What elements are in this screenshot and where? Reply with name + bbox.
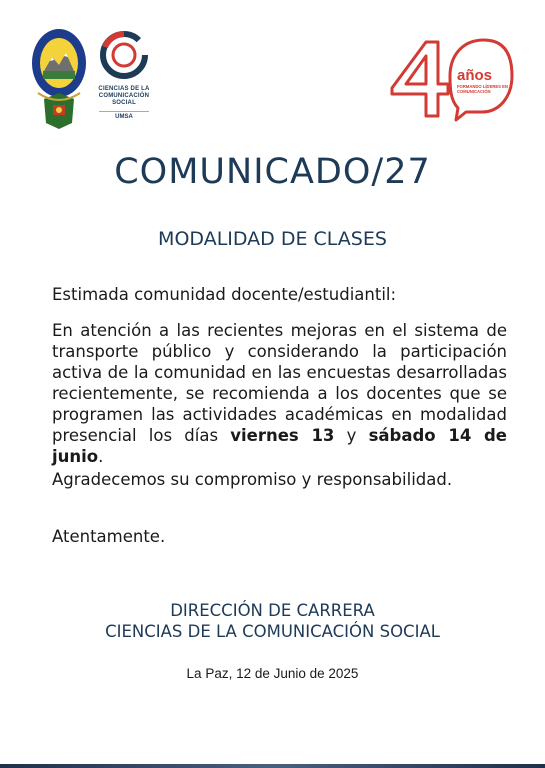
ccs-c-mark-icon <box>99 30 149 80</box>
document-date: La Paz, 12 de Junio de 2025 <box>186 666 359 681</box>
body-text-part2: y <box>334 426 369 445</box>
umsa-crest-logo <box>30 27 88 131</box>
ccs-logo-line2: COMUNICACIÓN <box>98 93 150 99</box>
body-bold-date2: sábado 14 de junio <box>52 426 507 466</box>
body-text-part1: En atención a las recientes mejoras en el sistema de transporte público y considerando la participación activa de la comunidad en las encuestas desarrolladas recientemente, se recomienda a los docentes que se programen las actividades académicas en modalidad presencial los días <box>52 321 507 445</box>
thanks-line: Agradecemos su compromiso y responsabilidad. <box>52 470 453 489</box>
anniversary-tagline: FORMANDO LÍDERES EN COMUNICACIÓN <box>457 84 508 94</box>
anniversary-word: años <box>457 67 493 84</box>
body-text-part3: . <box>98 447 104 466</box>
ccs-logo-divider <box>99 111 149 112</box>
signature-line2: CIENCIAS DE LA COMUNICACIÓN SOCIAL <box>105 622 440 641</box>
ccs-logo-line1: CIENCIAS DE LA <box>98 86 150 92</box>
ccs-logo-umsa: UMSA <box>115 114 133 120</box>
signature-line1: DIRECCIÓN DE CARRERA <box>170 601 375 620</box>
footer-bar <box>0 764 545 768</box>
body-paragraph <box>52 320 507 467</box>
closing-line: Atentamente. <box>52 527 166 546</box>
anniversary-40-logo <box>386 36 516 122</box>
page-subtitle: MODALIDAD DE CLASES <box>158 228 387 250</box>
page-title: COMUNICADO/27 <box>114 152 431 192</box>
ccs-logo-line3: SOCIAL <box>112 100 136 106</box>
ccs-logo <box>90 30 158 122</box>
greeting: Estimada comunidad docente/estudiantil: <box>52 285 397 304</box>
body-bold-date1: viernes 13 <box>230 426 335 445</box>
